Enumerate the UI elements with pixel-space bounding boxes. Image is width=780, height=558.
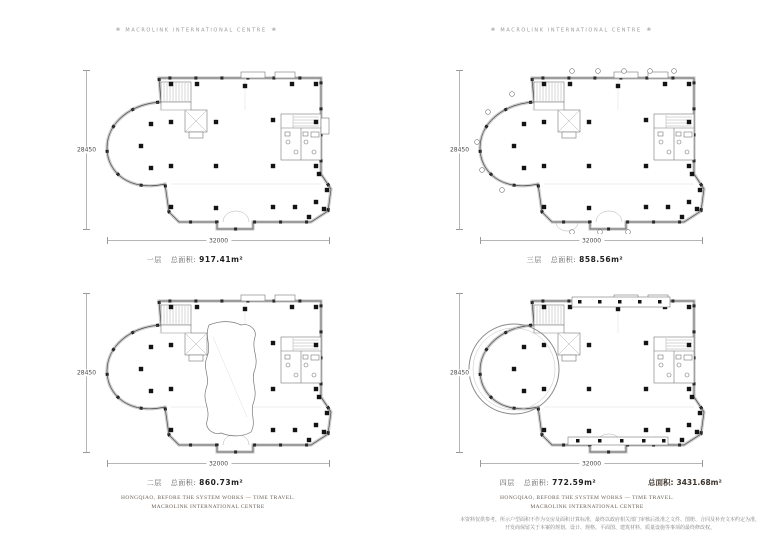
height-dimension-label: 28450 — [449, 146, 470, 154]
footer-line1: HONGQIAO, BEFORE THE SYSTEM WORKS — TIME TRAVEL. — [120, 495, 296, 501]
floorplan-drawing-third-floor — [468, 62, 718, 234]
floorplan-drawing-fourth-floor — [468, 285, 718, 457]
footer-right — [457, 494, 717, 512]
width-dimension-label: 32000 — [579, 237, 604, 244]
area-value: 860.73m² — [199, 478, 244, 487]
area-label: 总面积: — [523, 479, 550, 487]
area-value: 858.56m² — [579, 255, 624, 264]
width-dimension-label: 32000 — [206, 460, 231, 467]
plan-caption-second-floor — [75, 478, 315, 488]
floorplan-drawing-second-floor — [95, 285, 345, 457]
horizontal-dimension-line — [480, 237, 703, 244]
total-area-value: 3431.68m² — [676, 478, 722, 487]
floor-label: 四层 — [499, 479, 515, 487]
rosette-icon: ❀ — [490, 27, 496, 33]
area-label: 总面积: — [170, 479, 197, 487]
vertical-dimension-line — [76, 70, 97, 230]
disclaimer-line2: 开发商保留关于本案的规划、设计、规格、平面图、建筑材料、质量设施等事项的最终修改权。 — [504, 525, 715, 531]
brand-header-right — [471, 27, 671, 34]
rosette-icon: ❀ — [115, 27, 121, 33]
footer-left — [78, 494, 338, 512]
height-dimension-label: 28450 — [76, 369, 97, 377]
vertical-dimension-line — [76, 293, 97, 453]
horizontal-dimension-line — [107, 237, 330, 244]
total-area — [648, 477, 722, 488]
plan-caption-third-floor — [455, 255, 695, 265]
rosette-icon: ❀ — [271, 27, 277, 33]
floor-label: 三层 — [526, 256, 542, 264]
atrium-void — [205, 322, 256, 436]
area-value: 917.41m² — [199, 255, 244, 264]
floor-label: 一层 — [146, 256, 162, 264]
footer-line1: HONGQIAO, BEFORE THE SYSTEM WORKS — TIME TRAVEL. — [499, 495, 675, 501]
vertical-dimension-line — [449, 70, 470, 230]
area-label: 总面积: — [170, 256, 197, 264]
disclaimer — [436, 516, 780, 532]
floorplan-drawing-first-floor — [95, 62, 345, 234]
horizontal-dimension-line — [107, 460, 330, 467]
horizontal-dimension-line — [480, 460, 703, 467]
rosette-icon: ❀ — [646, 27, 652, 33]
brand-title: MACROLINK INTERNATIONAL CENTRE — [125, 27, 267, 34]
plan-caption-first-floor — [75, 255, 315, 265]
area-label: 总面积: — [550, 256, 577, 264]
brand-title: MACROLINK INTERNATIONAL CENTRE — [500, 27, 642, 34]
brand-header-left — [96, 27, 296, 34]
total-area-label: 总面积: — [648, 478, 674, 487]
width-dimension-label: 32000 — [579, 460, 604, 467]
area-value: 772.59m² — [552, 478, 597, 487]
vertical-dimension-line — [449, 293, 470, 453]
height-dimension-label: 28450 — [449, 369, 470, 377]
footer-line2: MACROLINK INTERNATIONAL CENTRE — [151, 504, 265, 510]
disclaimer-line1: 本资料仅供参考，所示户型面积不作为交房及面积计算标准，最终以政府相关部门审核后批准之文件、图册、合同及补充文本约定为准， — [459, 517, 760, 523]
width-dimension-label: 32000 — [206, 237, 231, 244]
height-dimension-label: 28450 — [76, 146, 97, 154]
floor-label: 二层 — [146, 479, 162, 487]
footer-line2: MACROLINK INTERNATIONAL CENTRE — [530, 504, 644, 510]
plan-caption-fourth-floor — [428, 478, 668, 488]
